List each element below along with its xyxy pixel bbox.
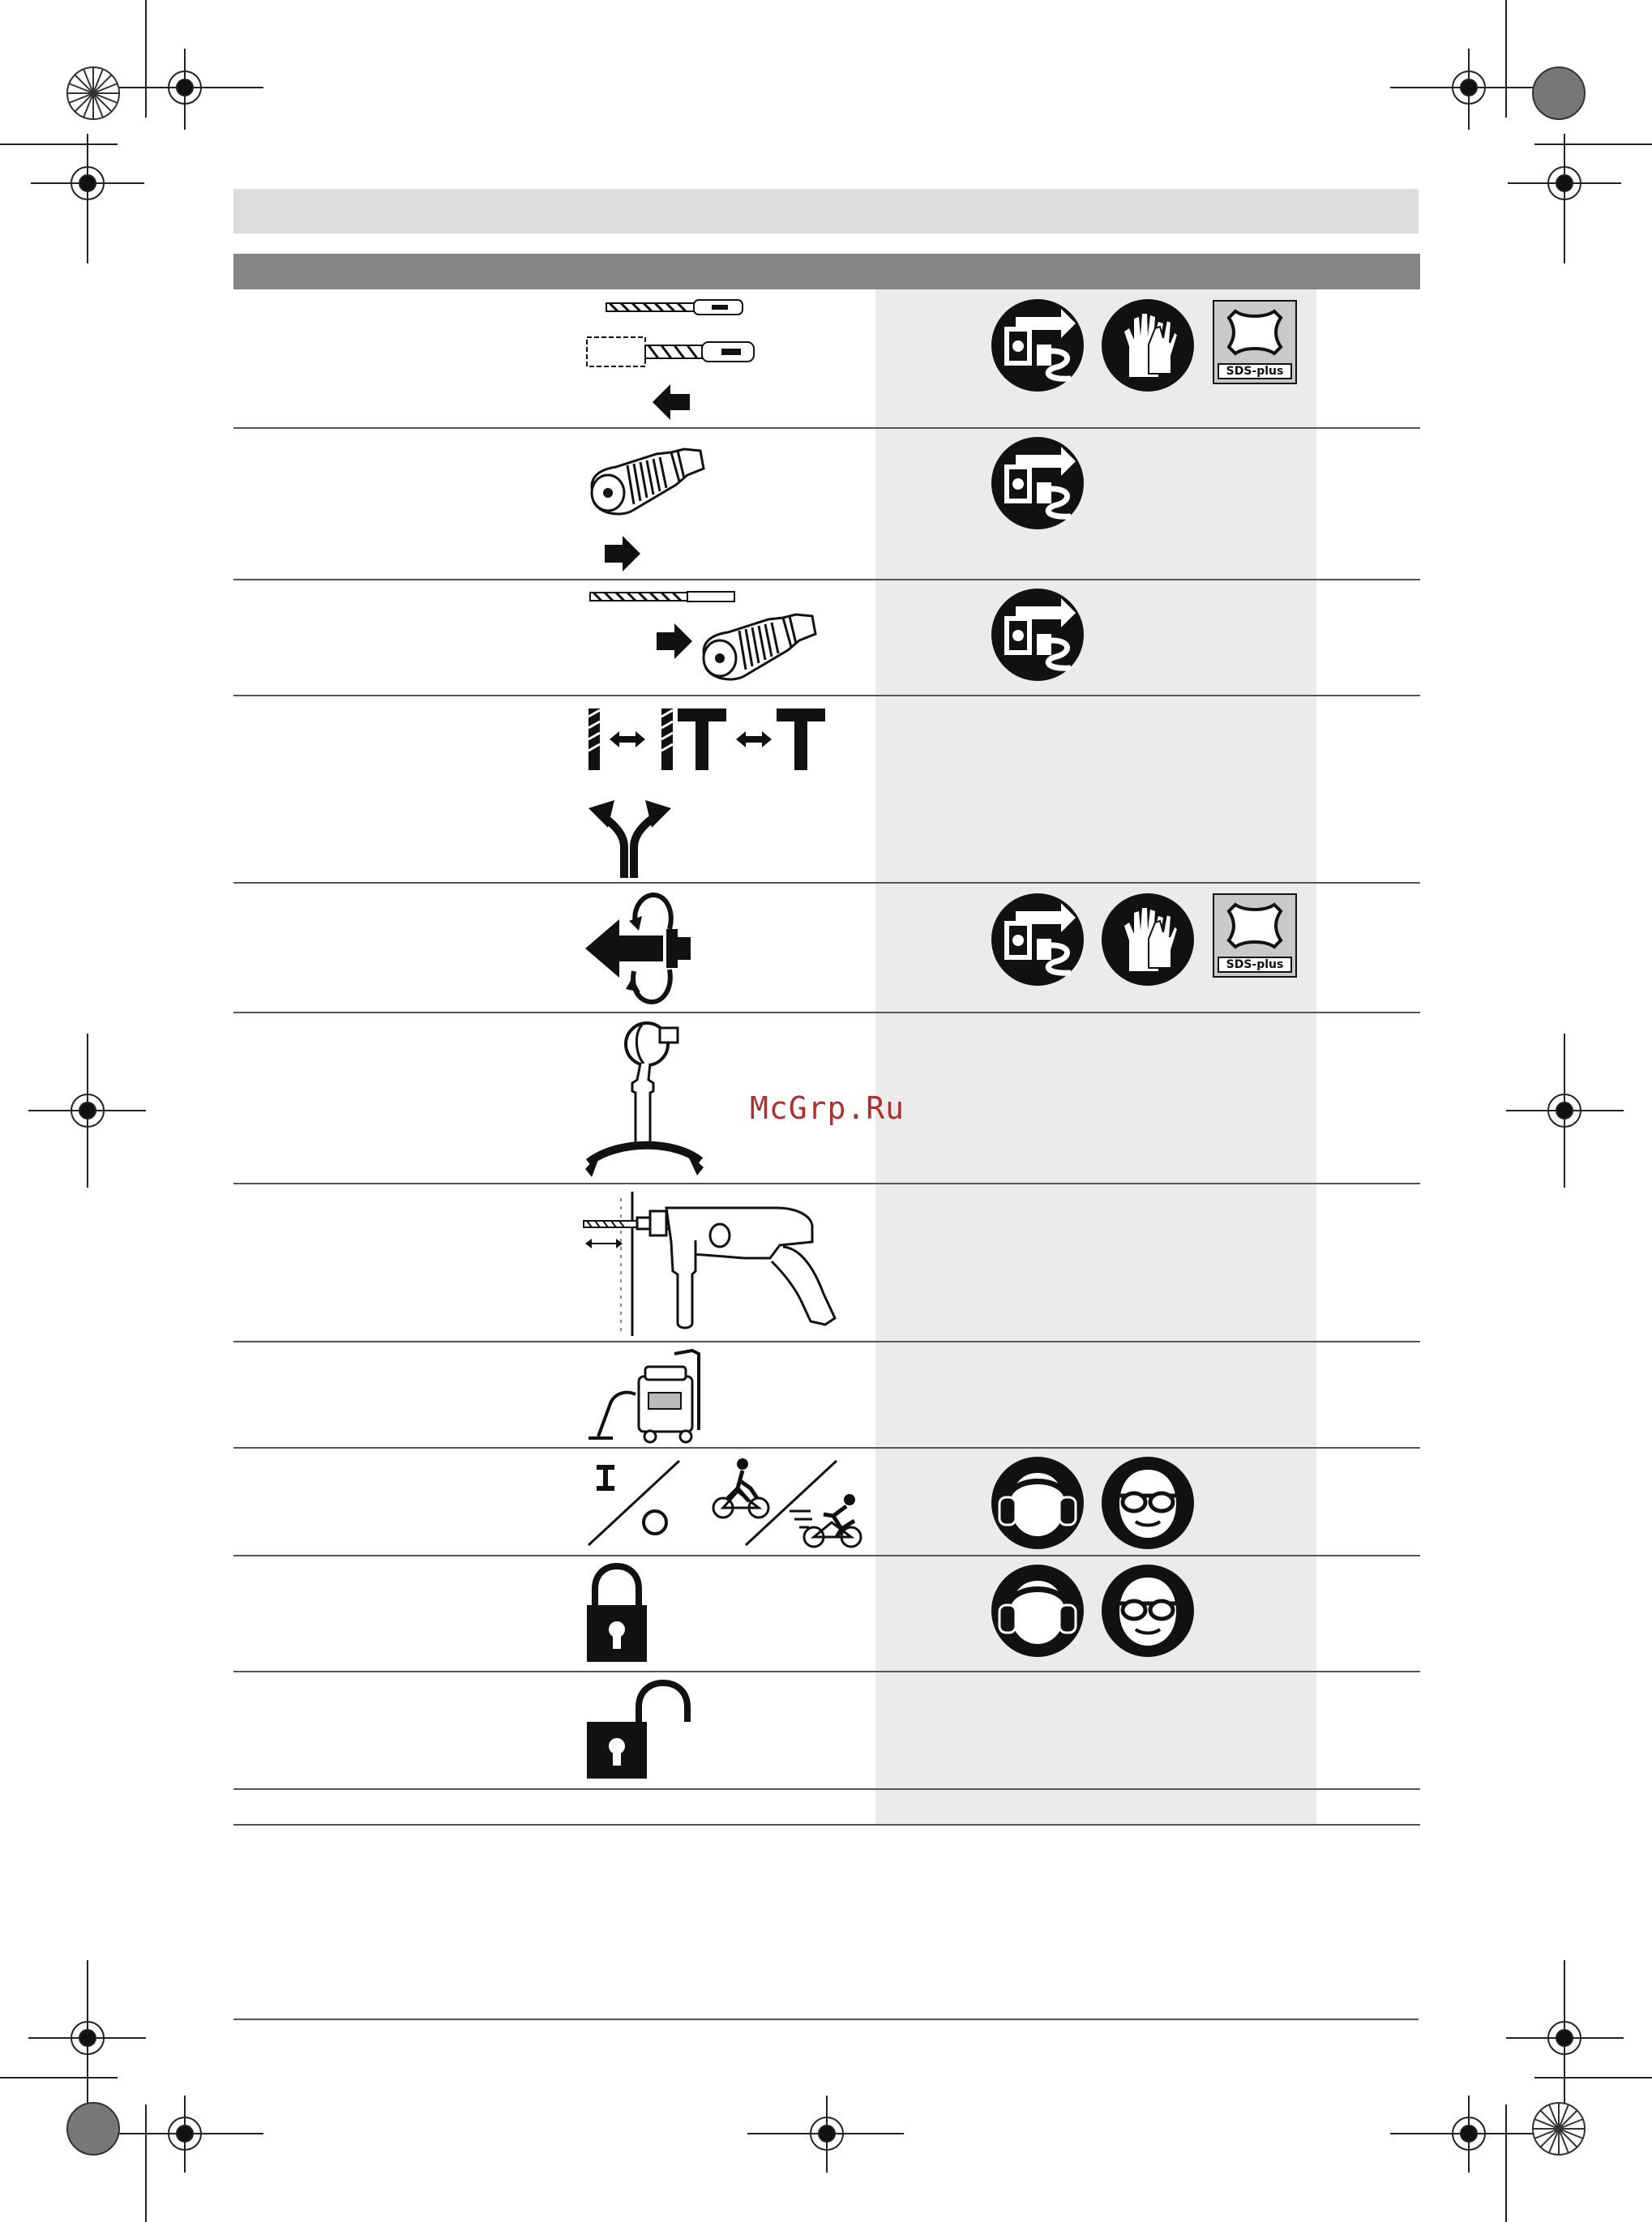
unplug-sign-icon (991, 299, 1084, 392)
gloves-sign-icon (1102, 893, 1194, 986)
sds-plus-icon (1213, 300, 1297, 384)
drill-chuck-icon (699, 602, 817, 691)
watermark-text: McGrp.Ru (750, 1090, 905, 1126)
drill-bit-icon (606, 298, 744, 316)
ear-protection-sign-icon (991, 1565, 1084, 1657)
arrow-right-icon (657, 623, 692, 660)
unplug-sign-icon (991, 893, 1084, 986)
row-divider (233, 1788, 1420, 1790)
hammer-drill-mode-icon (587, 705, 827, 772)
sds-plus-icon (1213, 893, 1297, 978)
row-divider (233, 1183, 1420, 1184)
on-off-icon (585, 1456, 683, 1548)
sds-plus-label: SDS-plus (1218, 957, 1292, 973)
unplug-sign-icon (991, 589, 1084, 681)
rotate-release-icon (585, 892, 694, 1005)
footer-rule (233, 2019, 1419, 2020)
speed-bike-icon (710, 1456, 871, 1548)
chisel-bit-icon (585, 334, 757, 370)
arrow-right-icon (605, 535, 640, 572)
ear-protection-sign-icon (991, 1457, 1084, 1549)
shaded-column (875, 289, 1316, 1826)
padlock-closed-icon (585, 1563, 648, 1663)
row-divider (233, 1824, 1420, 1826)
arrow-left-icon (653, 383, 690, 422)
row-divider (233, 1671, 1420, 1672)
fork-arrow-icon (587, 798, 673, 878)
row-divider (233, 1341, 1420, 1342)
vacuum-cleaner-icon (585, 1349, 704, 1445)
eye-protection-sign-icon (1102, 1565, 1194, 1657)
header-band-dark (233, 254, 1420, 289)
row-divider (233, 579, 1420, 580)
rotary-hammer-depth-icon (582, 1190, 843, 1338)
drill-chuck-icon (587, 436, 705, 525)
row-divider (233, 1447, 1420, 1449)
row-divider (233, 1012, 1420, 1013)
gloves-sign-icon (1102, 299, 1194, 392)
unplug-sign-icon (991, 437, 1084, 529)
sds-plus-label: SDS-plus (1218, 363, 1292, 379)
row-divider (233, 882, 1420, 884)
row-divider (233, 427, 1420, 429)
eye-protection-sign-icon (1102, 1457, 1194, 1549)
padlock-open-icon (585, 1680, 699, 1780)
header-band-light (233, 189, 1419, 233)
auxiliary-handle-icon (585, 1018, 704, 1177)
row-divider (233, 695, 1420, 696)
row-divider (233, 1555, 1420, 1556)
